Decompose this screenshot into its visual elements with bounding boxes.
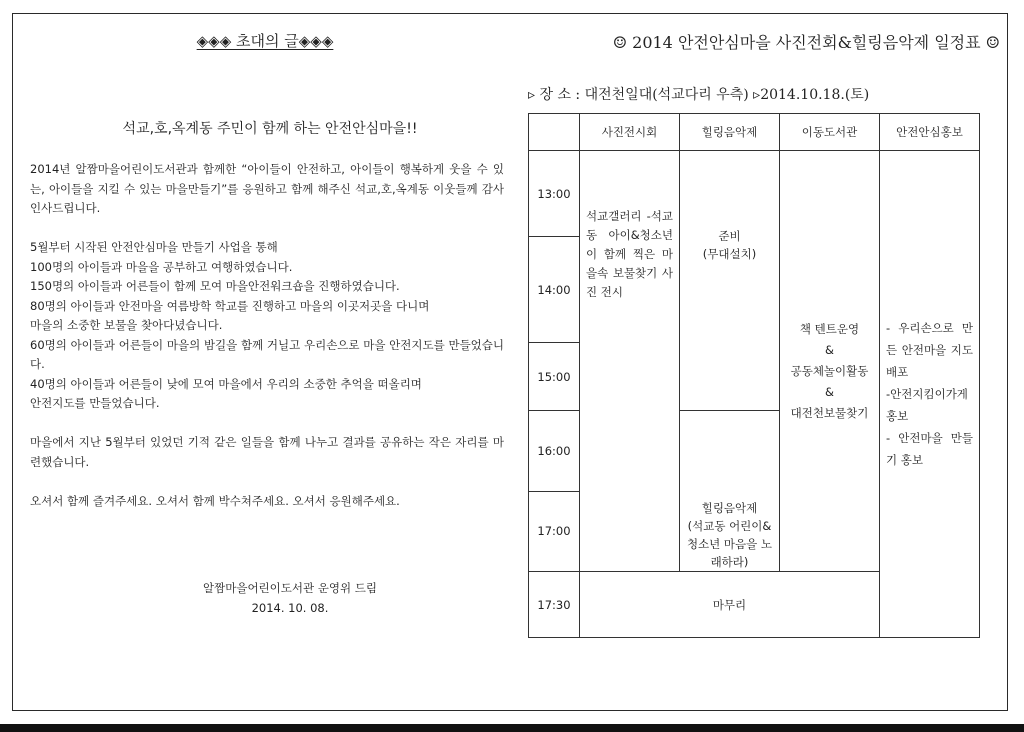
photo-exhibition-cell xyxy=(580,151,680,572)
time-cell: 15:00 xyxy=(529,343,580,411)
invitation-body xyxy=(30,160,504,511)
invitation-title: ◈◈◈ 초대의 글◈◈◈ xyxy=(196,32,334,50)
music-main-text: 힐링음악제 (석교동 어린이&청소년 마음을 노래하라) xyxy=(686,501,773,569)
activity-line: 5월부터 시작된 안전안심마을 만들기 사업을 통해 xyxy=(30,240,278,254)
column-header: 이동도서관 xyxy=(780,114,880,151)
bottom-bar xyxy=(0,724,1024,732)
music-prep-text: 준비 (무대설치) xyxy=(702,229,757,261)
invitation-subtitle: 석교,호,옥계동 주민이 함께 하는 안전안심마을!! xyxy=(122,121,418,137)
activity-line: 100명의 아이들과 마을을 공부하고 여행하였습니다. xyxy=(30,259,293,274)
activity-line: 60명의 아이들과 어른들이 마을의 밤길을 함께 거닐고 우리손으로 마을 안전지도를 만들었습니다. xyxy=(30,337,504,371)
signature-date: 2014. 10. 08. xyxy=(251,601,329,615)
mobile-library-text: 책 텐트운영 & 공동체놀이활동 & 대전천보물찾기 xyxy=(790,322,869,420)
table-row xyxy=(529,151,980,237)
music-prep-cell xyxy=(680,151,780,411)
music-main-cell xyxy=(680,411,780,572)
activity-line: 150명의 아이들과 어른들이 함께 모여 마을안전워크숍을 진행하였습니다. xyxy=(30,279,400,293)
invitation-intro: 2014년 알짬마을어린이도서관과 함께한 “아이들이 안전하고, 아이들이 행복하게 웃을 수 있는, 아이들을 지킬 수 있는 마을만들기”를 응원하고 함께 해주신 석교,호,옥계동 이웃들께 감사인사드립니다. xyxy=(30,162,504,215)
time-cell: 17:00 xyxy=(529,491,580,572)
activity-line: 40명의 아이들과 어른들이 낮에 모여 마을에서 우리의 소중한 추억을 떠올리며 xyxy=(30,376,422,391)
table-header-row xyxy=(529,114,980,151)
invitation-closing: 오셔서 함께 즐겨주세요. 오셔서 함께 박수쳐주세요. 오셔서 응원해주세요. xyxy=(30,493,400,508)
activity-line: 마을의 소중한 보물을 찾아다녔습니다. xyxy=(30,318,223,332)
column-header: 힐링음악제 xyxy=(680,114,780,151)
activity-line: 80명의 아이들과 안전마을 여름방학 학교를 진행하고 마을의 이곳저곳을 다니며 xyxy=(30,298,430,313)
schedule-table xyxy=(528,113,980,638)
activity-line: 안전지도를 만들었습니다. xyxy=(30,396,160,410)
signature: 알짬마을어린이도서관 운영위 드림 xyxy=(203,581,377,595)
time-cell: 16:00 xyxy=(529,411,580,492)
column-header: 사진전시회 xyxy=(580,114,680,151)
promotion-cell xyxy=(880,151,980,638)
venue-line: ▹ 장 소 : 대전천일대(석교다리 우측) ▹2014.10.18.(토) xyxy=(528,87,870,103)
schedule-title: ☺ 2014 안전안심마을 사진전회&힐링음악제 일정표 ☺ xyxy=(612,33,1000,52)
time-cell: 13:00 xyxy=(529,151,580,237)
photo-exhibition-text: 석교갤러리 -석교동 아이&청소년이 함께 찍은 마을속 보물찾기 사진 전시 xyxy=(586,209,673,299)
header-empty xyxy=(529,114,580,151)
time-cell: 17:30 xyxy=(529,572,580,638)
closing-cell: 마무리 xyxy=(580,572,880,638)
column-header: 안전안심홍보 xyxy=(880,114,980,151)
signature-block xyxy=(150,578,430,618)
promotion-text: - 우리손으로 만든 안전마을 지도 배포 -안전지킴이가게 홍보 - 안전마을 만들기 홍보 xyxy=(886,321,973,467)
time-cell: 14:00 xyxy=(529,237,580,343)
mobile-library-cell xyxy=(780,151,880,572)
invitation-share: 마을에서 지난 5월부터 있었던 기적 같은 일들을 함께 나누고 결과를 공유하는 작은 자리를 마련했습니다. xyxy=(30,435,504,469)
